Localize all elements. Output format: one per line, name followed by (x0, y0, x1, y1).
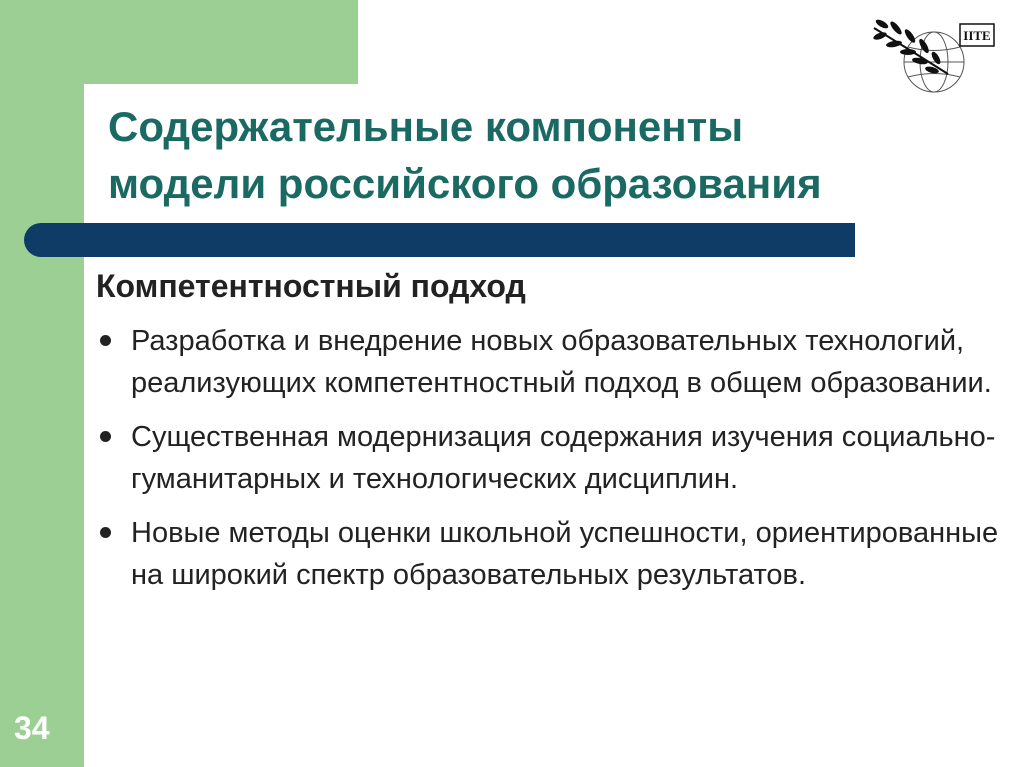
iite-logo (870, 14, 1000, 96)
bullet-dot-icon (100, 527, 111, 538)
bullet-dot-icon (100, 431, 111, 442)
left-green-stripe (0, 0, 84, 767)
bullet-item (96, 512, 1016, 596)
bullet-item (96, 416, 1016, 500)
section-subtitle: Компетентностный подход (96, 268, 526, 304)
slide-page-number: 34 (14, 710, 50, 746)
bullet-list (96, 320, 1016, 608)
slide-title-line2: модели российского образования (108, 160, 822, 207)
bullet-dot-icon (100, 335, 111, 346)
bullet-text: Разработка и внедрение новых образовательных технологий, реализующих компетентностный подход в общем образовании. (131, 325, 992, 399)
bullet-text: Существенная модернизация содержания изучения социально-гуманитарных и технологических дисциплин. (131, 421, 996, 495)
slide-title-line1: Содержательные компоненты (108, 103, 744, 150)
laurel-icon (872, 18, 948, 75)
logo-text: IITE (963, 28, 991, 43)
bullet-item (96, 320, 1016, 404)
top-green-block (84, 0, 358, 84)
title-divider-bar (24, 223, 855, 257)
bullet-text: Новые методы оценки школьной успешности, ориентированные на широкий спектр образовательных результатов. (131, 517, 999, 591)
slide-title (108, 98, 1008, 212)
